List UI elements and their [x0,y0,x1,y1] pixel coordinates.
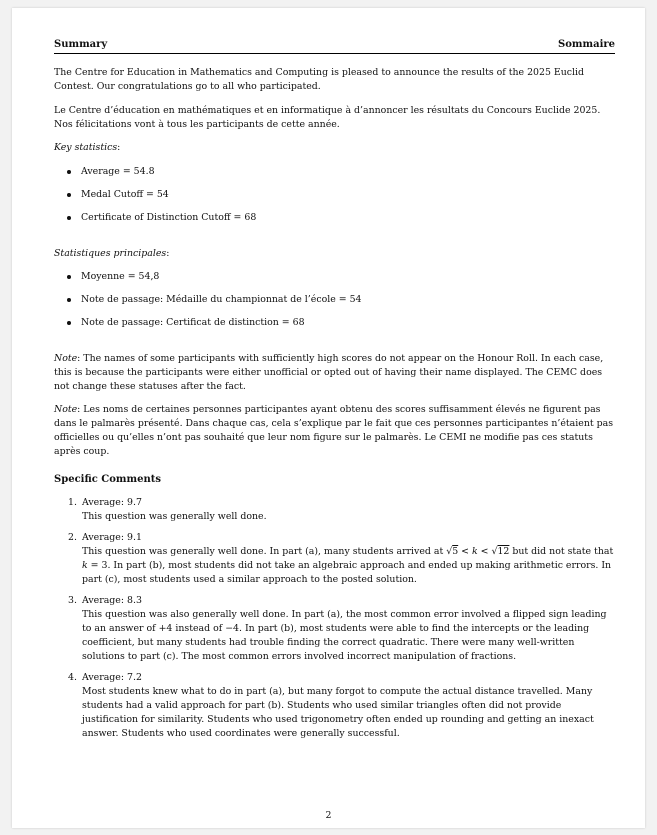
key-statistics-list [54,165,615,225]
list-item: Average = 54.8 [54,165,615,179]
comment-item [54,496,615,524]
comment-number: 4. [68,672,77,683]
document-page [12,8,645,828]
key-statistics-heading: Key statistics: [54,142,121,153]
list-item: Moyenne = 54,8 [54,270,615,284]
comment-number: 3. [68,595,77,606]
comment-text: Most students knew what to do in part (a), but many forgot to compute the actual distance travelled. Many students had a valid approach for part (b). Students who used similar triangles often did not provide justification for similarity. Students who used trigonometry often ended up rounding and getting an inexact answer. Students who used coordinates were generally successful. [82,686,594,739]
sqrt-expression: √5 < k < √12 [446,546,510,557]
comment-item [54,671,615,741]
list-item: Note de passage: Médaille du championnat de l’école = 54 [54,293,615,307]
list-item: Note de passage: Certificat de distinction = 68 [54,316,615,330]
note-label: Note [54,353,78,364]
note-paragraph-en: Note: The names of some participants with sufficiently high scores do not appear on the Honour Roll. In each case, this is because the participants were either unofficial or opted out of having their name displayed. The CEMC does not change these statuses after the fact. [54,353,604,392]
header-title-fr: Sommaire [558,39,615,50]
note-label: Note [54,404,78,415]
statistiques-principales-list [54,270,615,330]
comment-text: This question was also generally well done. In part (a), the most common error involved a flipped sign leading to an answer of +4 instead of −4. In part (b), most students were able to find the intercepts or the leading coefficient, but many students had trouble finding the correct quadratic. There were many well-written solutions to part (c). The most common errors involved incorrect manipulation of fractions. [82,609,607,662]
specific-comments-heading: Specific Comments [54,474,161,485]
statistiques-principales-heading: Statistiques principales: [54,248,170,259]
comment-text: This question was generally well done. In part (a), many students arrived at √5 < k < √12 but did not state that k = 3. In part (b), most students did not take an algebraic approach and ended up making arithmetic errors. In part (c), most students used a similar approach to the posted solution. [82,546,614,585]
page-number: 2 [325,810,332,821]
comment-item [54,594,615,664]
comment-average: Average: 9.1 [82,532,142,543]
header-title-en: Summary [54,39,108,50]
intro-paragraph-fr: Le Centre d’éducation en mathématiques et en informatique à d’annoncer les résultats du Concours Euclide 2025. Nos félicitations vont à tous les participants de cette année. [54,105,601,130]
page-header [54,38,615,54]
specific-comments-list [54,496,615,741]
note-paragraph-fr: Note: Les noms de certaines personnes participantes ayant obtenu des scores suffisamment élevés ne figurent pas dans le palmarès présenté. Dans chaque cas, cela s’explique par le fait que ces personnes participantes n’étaient pas officielles ou qu’elles n’ont pas souhaité que leur nom figure sur le palmarès. Le CEMI ne modifie pas ces statuts après coup. [54,404,614,457]
list-item: Certificate of Distinction Cutoff = 68 [54,211,615,225]
comment-item [54,531,615,587]
intro-paragraph-en: The Centre for Education in Mathematics and Computing is pleased to announce the results of the 2025 Euclid Contest. Our congratulations go to all who participated. [54,67,585,92]
comment-average: Average: 7.2 [82,672,142,683]
page-content [54,38,615,748]
comment-text: This question was generally well done. [82,511,267,522]
list-item: Medal Cutoff = 54 [54,188,615,202]
comment-average: Average: 9.7 [82,497,142,508]
comment-number: 1. [68,497,77,508]
comment-number: 2. [68,532,77,543]
comment-average: Average: 8.3 [82,595,142,606]
